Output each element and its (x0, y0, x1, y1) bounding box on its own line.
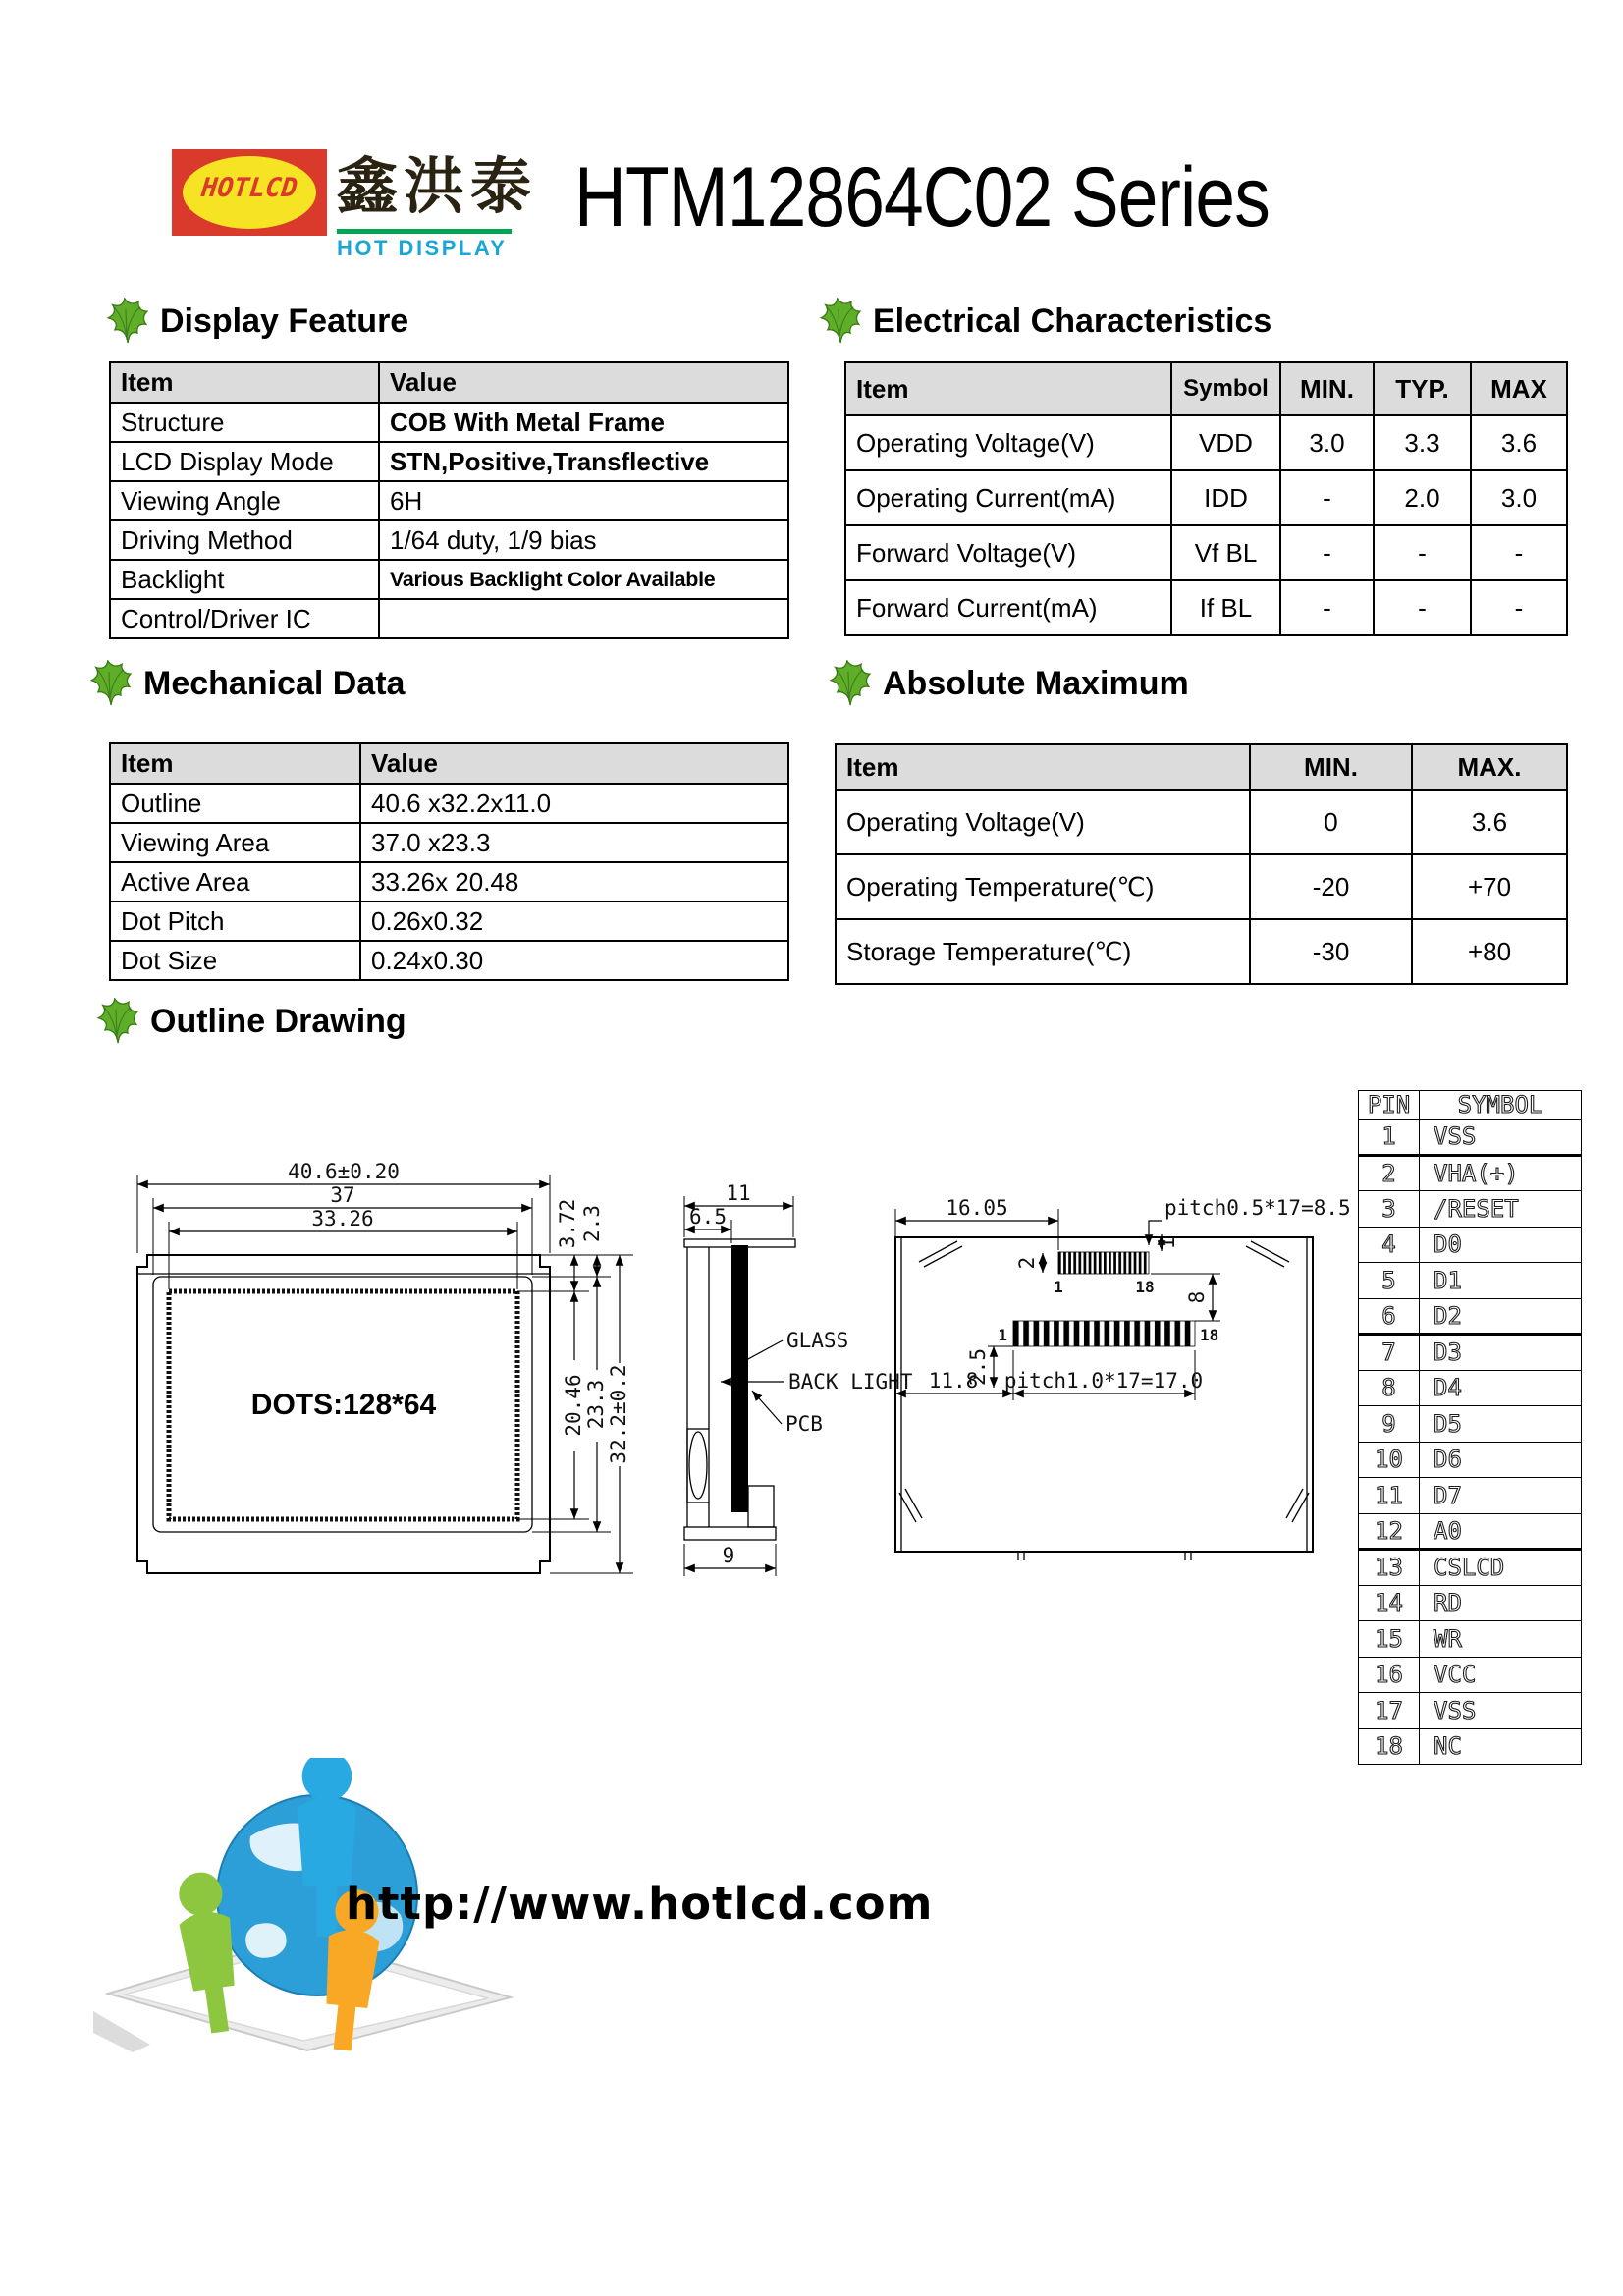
pin-row: 4 D0 (1359, 1227, 1582, 1263)
pin-row: 6 D2 (1359, 1298, 1582, 1335)
page-title: HTM12864C02 Series (574, 150, 1270, 245)
logo-brand-text: HOTLCD (199, 173, 299, 203)
pin-row: 13 CSLCD (1359, 1550, 1582, 1586)
col-header: Item (110, 362, 379, 403)
dim-top-pad-height: 2 (1015, 1256, 1039, 1270)
dim-viewing-width: 37 (330, 1183, 355, 1207)
dim-connector-gap: 8 (1185, 1290, 1209, 1304)
table-row: Operating Voltage(V) VDD 3.0 3.3 3.6 (845, 415, 1567, 470)
pin-row: 3 /RESET (1359, 1191, 1582, 1228)
back-view-drawing (895, 1196, 1351, 1560)
dim-active-width: 33.26 (311, 1207, 374, 1230)
section-title: Mechanical Data (143, 665, 406, 702)
pcb-label: PCB (785, 1412, 823, 1436)
leaf-icon (95, 998, 138, 1045)
col-header: MAX. (1412, 744, 1567, 790)
section-title: Display Feature (160, 302, 409, 340)
absolute-maximum-table (835, 743, 1568, 985)
col-header: MIN. (1250, 744, 1412, 790)
pin-row: 15 WR (1359, 1621, 1582, 1658)
dim-outline-height: 32.2±0.2 (607, 1364, 630, 1464)
col-header: Item (845, 362, 1171, 415)
dim-active-height: 20.46 (562, 1374, 585, 1437)
pin-number-first: 1 (1054, 1278, 1063, 1296)
section-display-feature (105, 298, 408, 345)
logo-green-underline (337, 229, 512, 234)
pin-row: 11 D7 (1359, 1478, 1582, 1514)
section-mechanical (88, 660, 405, 707)
table-row: Driving Method 1/64 duty, 1/9 bias (110, 520, 788, 560)
table-row: Viewing Angle 6H (110, 481, 788, 520)
section-title: Absolute Maximum (883, 665, 1189, 702)
col-header: MIN. (1280, 362, 1374, 415)
leaf-icon (88, 660, 132, 707)
dim-one: 1 (1156, 1236, 1179, 1250)
table-row: Dot Pitch 0.26x0.32 (110, 902, 788, 941)
table-row: Structure COB With Metal Frame (110, 403, 788, 442)
fpc-connector-bottom (1013, 1321, 1195, 1346)
backlight-label: BACK LIGHT (788, 1370, 913, 1394)
table-row: Control/Driver IC (110, 599, 788, 638)
section-electrical (818, 298, 1271, 345)
section-absolute-maximum (828, 660, 1189, 707)
pin-number-first: 1 (998, 1326, 1007, 1344)
dim-connector-inset-bottom: 11.8 (928, 1369, 979, 1393)
col-header: PIN (1359, 1091, 1420, 1120)
col-header: Item (836, 744, 1250, 790)
table-row: Operating Voltage(V) 0 3.6 (836, 790, 1567, 854)
pin-row: 10 D6 (1359, 1442, 1582, 1478)
dim-thickness-front: 6.5 (689, 1205, 727, 1229)
dots-label: DOTS:128*64 (250, 1389, 437, 1421)
table-row: Viewing Area 37.0 x23.3 (110, 823, 788, 862)
logo-tagline: HOT DISPLAY (337, 236, 508, 260)
glass-stack-bar (731, 1245, 748, 1512)
pin-number-last: 18 (1135, 1278, 1155, 1296)
pin-row: 12 A0 (1359, 1513, 1582, 1550)
col-header: Value (360, 743, 788, 784)
table-row: Forward Voltage(V) Vf BL - - - (845, 525, 1567, 580)
pin-row: 2 VHA(+) (1359, 1155, 1582, 1191)
pin-row: 14 RD (1359, 1585, 1582, 1621)
table-row: Dot Size 0.24x0.30 (110, 941, 788, 980)
pin-row: 17 VSS (1359, 1693, 1582, 1729)
table-row: Backlight Various Backlight Color Available (110, 560, 788, 599)
col-header: Value (379, 362, 788, 403)
pin-number-last: 18 (1200, 1326, 1219, 1344)
website-link[interactable]: http://www.hotlcd.com (346, 1878, 934, 1930)
dim-viewing-height: 23.3 (584, 1379, 608, 1430)
col-header: TYP. (1374, 362, 1471, 415)
pitch-bottom-label: pitch1.0*17=17.0 (1003, 1369, 1204, 1393)
hotlcd-logo (172, 149, 327, 236)
pin-row: 18 NC (1359, 1728, 1582, 1765)
pitch-top-label: pitch0.5*17=8.5 (1164, 1196, 1351, 1220)
table-row: Storage Temperature(℃) -30 +80 (836, 919, 1567, 984)
leaf-icon (105, 298, 148, 345)
front-view-drawing (137, 1160, 633, 1573)
section-outline-drawing (95, 998, 406, 1045)
pin-symbol-table (1358, 1090, 1582, 1765)
col-header: SYMBOL (1420, 1091, 1582, 1120)
pin-row: 9 D5 (1359, 1406, 1582, 1443)
side-view-drawing (684, 1181, 913, 1576)
leaf-icon (828, 660, 871, 707)
dim-connector-inset-top: 16.05 (946, 1196, 1008, 1220)
col-header: Symbol (1171, 362, 1280, 415)
dim-bezel-offset: 3.72 (556, 1198, 579, 1249)
table-row: Active Area 33.26x 20.48 (110, 862, 788, 902)
pin-row: 16 VCC (1359, 1657, 1582, 1693)
dim-bottom-pad-offset: 2.5 (966, 1348, 990, 1386)
pin-row: 7 D3 (1359, 1335, 1582, 1371)
table-row: LCD Display Mode STN,Positive,Transflective (110, 442, 788, 481)
pin-row: 5 D1 (1359, 1263, 1582, 1299)
dim-pcb-width: 9 (722, 1544, 735, 1567)
pin-row: 8 D4 (1359, 1370, 1582, 1406)
section-title: Electrical Characteristics (873, 302, 1272, 340)
table-row: Forward Current(mA) If BL - - - (845, 580, 1567, 635)
col-header: Item (110, 743, 360, 784)
table-row: Outline 40.6 x32.2x11.0 (110, 784, 788, 823)
col-header: MAX (1471, 362, 1567, 415)
electrical-characteristics-table (844, 361, 1568, 636)
mechanical-data-table (109, 742, 789, 981)
fpc-connector-top (1058, 1252, 1149, 1274)
display-feature-table (109, 361, 789, 639)
table-row: Operating Temperature(℃) -20 +70 (836, 854, 1567, 919)
dim-thickness-total: 11 (726, 1181, 751, 1205)
logo-cjk-text: 鑫洪泰 (337, 150, 538, 222)
table-row: Operating Current(mA) IDD - 2.0 3.0 (845, 470, 1567, 525)
leaf-icon (818, 298, 861, 345)
section-title: Outline Drawing (150, 1003, 406, 1040)
dim-frame-offset: 2.3 (580, 1205, 604, 1242)
glass-label: GLASS (786, 1329, 849, 1352)
dim-outline-width: 40.6±0.20 (288, 1160, 400, 1183)
pin-row: 1 VSS (1359, 1120, 1582, 1156)
